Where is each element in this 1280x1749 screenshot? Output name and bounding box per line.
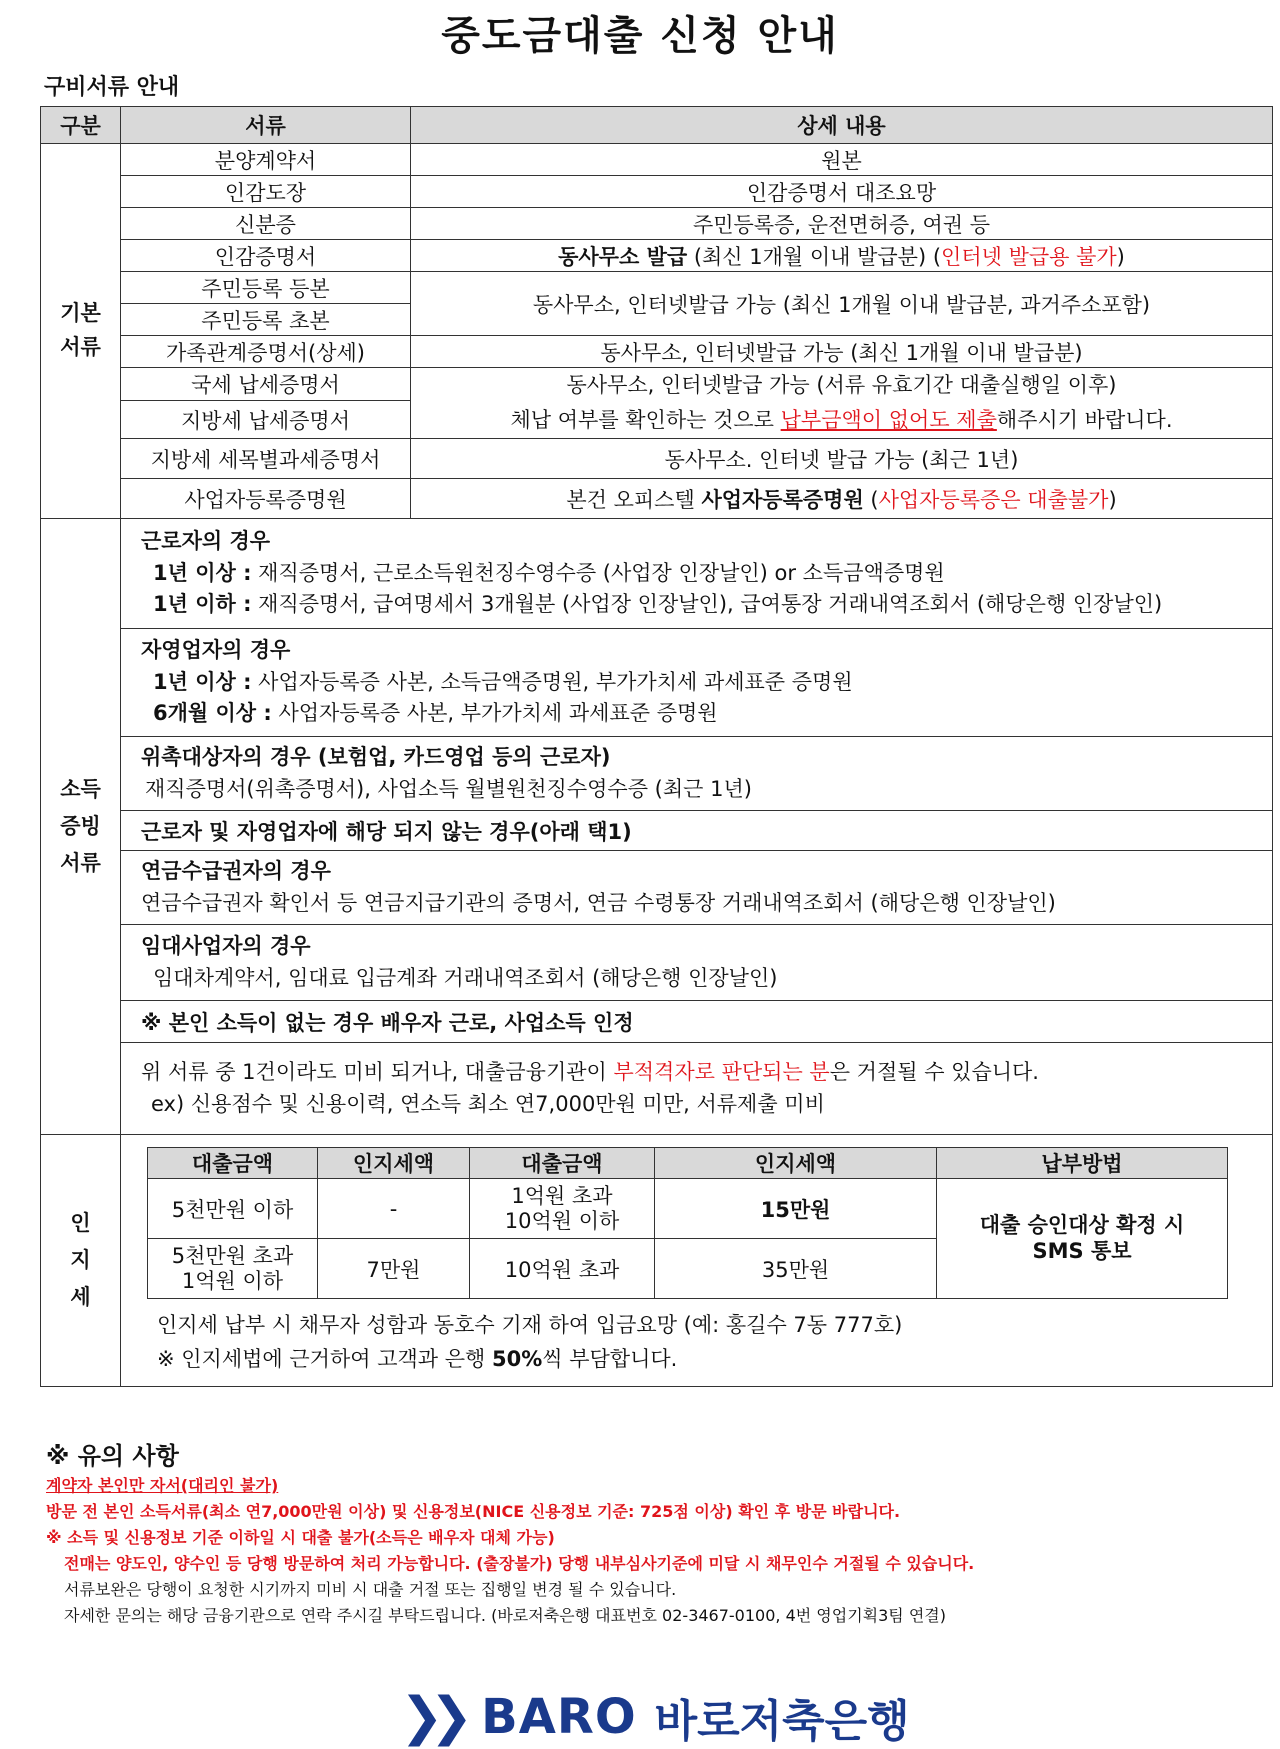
table-row bbox=[41, 811, 1273, 851]
chevron-logo-icon: ❯❯ bbox=[400, 1687, 460, 1747]
pension-block: 연금수급권자의 경우 연금수급권자 확인서 등 연금지급기관의 증명서, 연금 수령통장 거래내역조회서 (해당은행 인장날인) bbox=[121, 851, 1273, 925]
table-row bbox=[41, 479, 1273, 519]
doc-name: 인감도장 bbox=[121, 176, 411, 208]
doc-name: 주민등록 등본 bbox=[121, 272, 411, 304]
stamp-category: 인 지 세 bbox=[41, 1135, 121, 1387]
header-detail: 상세 내용 bbox=[411, 107, 1273, 144]
doc-name: 국세 납세증명서 bbox=[121, 368, 411, 401]
self-employed-block: 자영업자의 경우 1년 이상 : 사업자등록증 사본, 소득금액증명원, 부가가치세 과세표준 증명원 6개월 이상 : 사업자등록증 사본, 부가가치세 과세표준 증명원 bbox=[121, 629, 1273, 737]
basic-category: 기본 서류 bbox=[41, 144, 121, 519]
payment-method: 대출 승인대상 확정 시 SMS 통보 bbox=[937, 1179, 1228, 1299]
table-row bbox=[41, 208, 1273, 240]
doc-name: 지방세 납세증명서 bbox=[121, 401, 411, 439]
baro-bank-logo bbox=[400, 1687, 910, 1747]
doc-detail: 동사무소, 인터넷발급 가능 (서류 유효기간 대출실행일 이후) 체납 여부를 확인하는 것으로 납부금액이 없어도 제출해주시기 바랍니다. bbox=[411, 368, 1273, 439]
doc-name: 인감증명서 bbox=[121, 240, 411, 272]
stamp-header-row: 대출금액 인지세액 대출금액 인지세액 납부방법 bbox=[148, 1148, 1228, 1179]
doc-detail: 동사무소 발급 (최신 1개월 이내 발급분) (인터넷 발급용 불가) bbox=[411, 240, 1273, 272]
other-income-head: 근로자 및 자영업자에 해당 되지 않는 경우(아래 택1) bbox=[121, 811, 1273, 851]
doc-name: 분양계약서 bbox=[121, 144, 411, 176]
doc-detail: 본건 오피스텔 사업자등록증명원 (사업자등록증은 대출불가) bbox=[411, 479, 1273, 519]
table-row bbox=[41, 851, 1273, 925]
stamp-tax-table bbox=[147, 1147, 1228, 1299]
table-row bbox=[41, 1001, 1273, 1043]
doc-name: 사업자등록증명원 bbox=[121, 479, 411, 519]
note-line: 자세한 문의는 해당 금융기관으로 연락 주시길 부탁드립니다. (바로저축은행 대표번호 02-3467-0100, 4번 영업기획3팀 연결) bbox=[64, 1606, 946, 1625]
table-row bbox=[41, 240, 1273, 272]
doc-detail: 인감증명서 대조요망 bbox=[411, 176, 1273, 208]
income-category: 소득 증빙 서류 bbox=[41, 519, 121, 1135]
table-row bbox=[41, 439, 1273, 479]
rental-block: 임대사업자의 경우 임대차계약서, 임대료 입금계좌 거래내역조회서 (해당은행 인장날인) bbox=[121, 925, 1273, 1001]
note-line: 전매는 양도인, 양수인 등 당행 방문하여 처리 가능합니다. (출장불가) 당행 내부심사기준에 미달 시 채무인수 거절될 수 있습니다. bbox=[64, 1554, 975, 1573]
table-row: 5천만원 이하 - 1억원 초과 10억원 이하 15만원 대출 승인대상 확정 시 SMS 통보 bbox=[148, 1179, 1228, 1239]
doc-detail: 원본 bbox=[411, 144, 1273, 176]
table-row bbox=[41, 1135, 1273, 1387]
stamp-note-2: ※ 인지세법에 근거하여 고객과 은행 50%씩 부담합니다. bbox=[157, 1347, 678, 1371]
doc-name: 가족관계증명서(상세) bbox=[121, 336, 411, 368]
note-line: 계약자 본인만 자서(대리인 불가) bbox=[46, 1476, 279, 1495]
table-row bbox=[41, 629, 1273, 737]
documents-table bbox=[40, 106, 1273, 1387]
stamp-section bbox=[121, 1135, 1273, 1387]
stamp-note-1: 인지세 납부 시 채무자 성함과 동호수 기재 하여 입금요망 (예: 홍길수 7동 777호) bbox=[157, 1313, 903, 1337]
logo-en: BARO bbox=[481, 1689, 637, 1745]
doc-detail: 주민등록증, 운전면허증, 여권 등 bbox=[411, 208, 1273, 240]
doc-detail: 동사무소, 인터넷발급 가능 (최신 1개월 이내 발급분, 과거주소포함) bbox=[411, 272, 1273, 336]
doc-name: 신분증 bbox=[121, 208, 411, 240]
table-row: 5천만원 초과 1억원 이하 7만원 10억원 초과 35만원 bbox=[148, 1239, 1228, 1299]
table-row bbox=[41, 144, 1273, 176]
table-row bbox=[41, 368, 1273, 401]
table-header-row bbox=[41, 107, 1273, 144]
note-line: 방문 전 본인 소득서류(최소 연7,000만원 이상) 및 신용정보(NICE 신용정보 기준: 725점 이상) 확인 후 방문 바랍니다. bbox=[46, 1502, 901, 1521]
commission-block: 위촉대상자의 경우 (보험업, 카드영업 등의 근로자) 재직증명서(위촉증명서), 사업소득 월별원천징수영수증 (최근 1년) bbox=[121, 737, 1273, 811]
header-document: 서류 bbox=[121, 107, 411, 144]
table-row bbox=[41, 1043, 1273, 1135]
note-line: 서류보완은 당행이 요청한 시기까지 미비 시 대출 거절 또는 집행일 변경 될 수 있습니다. bbox=[64, 1580, 677, 1599]
header-category: 구분 bbox=[41, 107, 121, 144]
table-row bbox=[41, 737, 1273, 811]
doc-detail: 동사무소. 인터넷 발급 가능 (최근 1년) bbox=[411, 439, 1273, 479]
note-line: ※ 소득 및 신용정보 기준 이하일 시 대출 불가(소득은 배우자 대체 가능) bbox=[46, 1528, 555, 1547]
table-row bbox=[41, 272, 1273, 304]
section-subtitle: 구비서류 안내 bbox=[44, 75, 180, 100]
table-row bbox=[41, 336, 1273, 368]
spouse-note: ※ 본인 소득이 없는 경우 배우자 근로, 사업소득 인정 bbox=[121, 1001, 1273, 1043]
page-title: 중도금대출 신청 안내 bbox=[441, 13, 839, 59]
caution-notes bbox=[46, 1436, 1266, 1629]
table-row bbox=[41, 925, 1273, 1001]
doc-name: 지방세 세목별과세증명서 bbox=[121, 439, 411, 479]
worker-block: 근로자의 경우 1년 이상 : 재직증명서, 근로소득원천징수영수증 (사업장 인장날인) or 소득금액증명원 1년 이하 : 재직증명서, 급여명세서 3개월분 (사업장 인장날인), 급여통장 거래내역조회서 (해당은행 인장날인) bbox=[121, 519, 1273, 629]
doc-name: 주민등록 초본 bbox=[121, 304, 411, 336]
rejection-warning: 위 서류 중 1건이라도 미비 되거나, 대출금융기관이 부적격자로 판단되는 분은 거절될 수 있습니다. ex) 신용점수 및 신용이력, 연소득 최소 연7,000만원 미만, 서류제출 미비 bbox=[121, 1043, 1273, 1135]
logo-ko: 바로저축은행 bbox=[654, 1696, 910, 1747]
notes-title: ※ 유의 사항 bbox=[46, 1442, 179, 1470]
table-row bbox=[41, 176, 1273, 208]
doc-detail: 동사무소, 인터넷발급 가능 (최신 1개월 이내 발급분) bbox=[411, 336, 1273, 368]
table-row bbox=[41, 519, 1273, 629]
